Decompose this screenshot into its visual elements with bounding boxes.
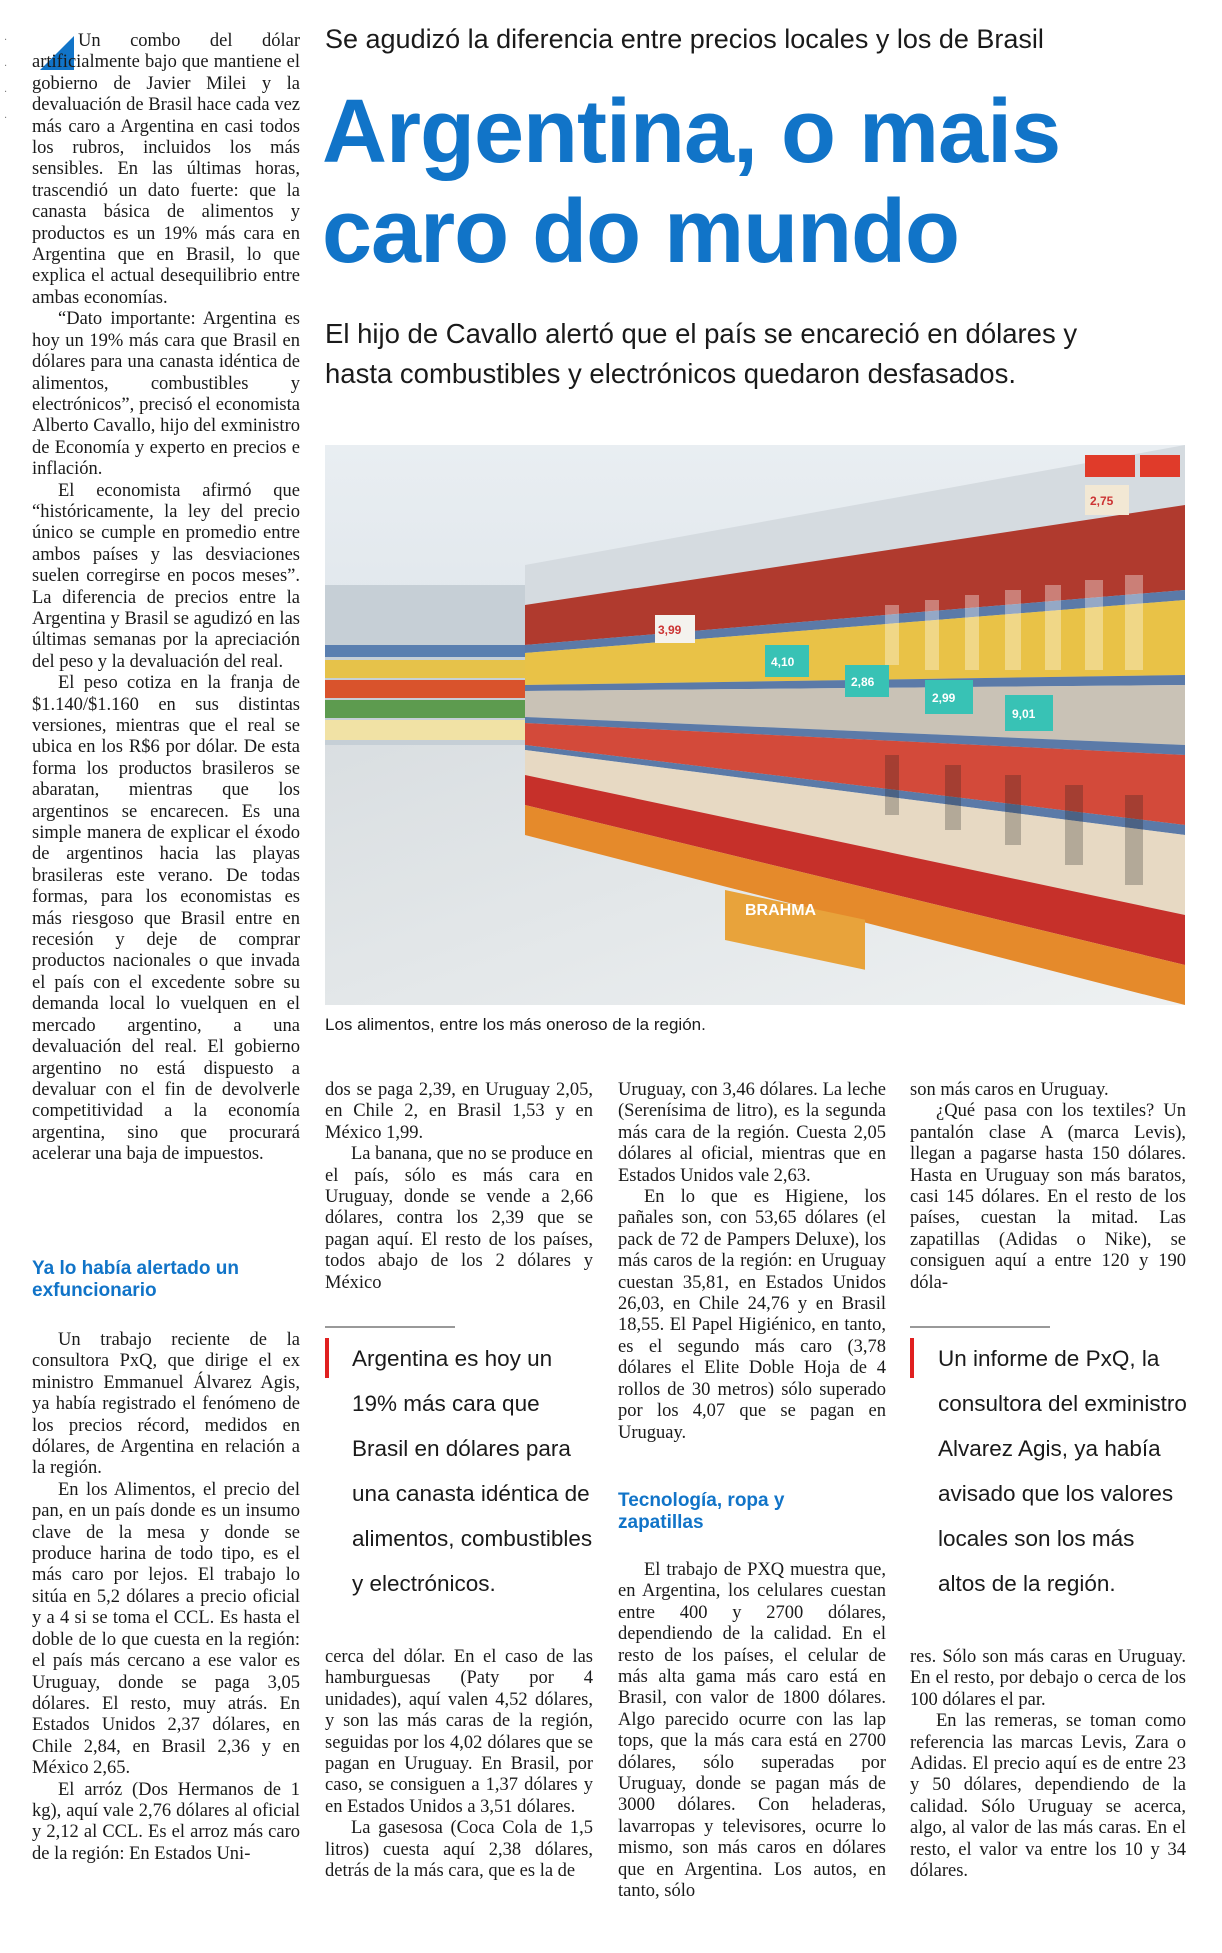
column-3-top: [618, 1080, 886, 1444]
pullquote-rule: [325, 1326, 455, 1328]
col1-paragraph: En los Alimentos, el precio del pan, en un país donde es un insumo clave de la mesa y donde se produce harina de todo tipo, es el más caro por lejos. El trabajo lo sitúa en 5,2 dólares a precio oficial y a 4 si se toma el CCL. Es hasta el doble de lo que cuesta en la región: el país más cercano a ese valor es Uruguay, donde se paga 3,05 dólares. El resto, muy atrás. En Estados Unidos 2,37 dólares, en Chile 2,84, en Brasil 2,36 y en México 2,65.: [32, 1479, 300, 1779]
price-tag-5: 2,75: [1090, 494, 1114, 508]
headline: Argentina, o mais caro do mundo: [322, 82, 1061, 282]
col3-paragraph: El trabajo de PXQ muestra que, en Argentina, los celulares cuestan entre 400 y 2700 dólares, dependiendo de la calidad. En el resto de los países, el celular de más alta gama más caro está en Brasil, con valor de 1800 dólares. Algo parecido ocurre con las lap tops, que la más cara está en 2700 dólares, sólo superadas por Uruguay, donde se pagan más de 3000 dólares. Con heladeras, lavarropas y televisores, ocurre lo mismo, son más caros en dólares que en Argentina. Los autos, en tanto, sólo: [618, 1560, 886, 1902]
col3-paragraph: Uruguay, con 3,46 dólares. La leche (Serenísima de litro), es la segunda más cara de la región. Cuesta 2,05 dólares al oficial, mientras que en Estados Unidos vale 2,63.: [618, 1080, 886, 1186]
col1-paragraph: “Dato importante: Argentina es hoy un 19% más cara que Brasil en dólares para una canasta idéntica de alimentos, combustibles y electrónicos”, precisó el economista Alberto Cavallo, hijo del exministro de Economía y experto en precios e inflación.: [32, 309, 300, 480]
col2-paragraph: cerca del dólar. En el caso de las hamburguesas (Paty por 4 unidades), aquí valen 4,52 dólares, y son las más caras de la región, seguidas por los 4,02 dólares que se pagan en Uruguay. En Brasil, por caso, se consiguen a 1,37 dólares y en Estados Unidos a 3,51 dólares.: [325, 1647, 593, 1817]
column-2-top: [325, 1080, 593, 1294]
supermarket-photo: [325, 445, 1185, 1005]
col1-paragraph: El peso cotiza en la franja de $1.140/$1.160 en sus distintas versiones, mientras que el real se ubica en los R$6 por dólar. De esta forma los productos brasileros se abaratan, mientras que los argentinos se encarecen. Es una simple manera de explicar el éxodo de argentinos hacia las playas brasileras este verano. De todas formas, para los economistas es más riesgoso que Brasil entre en recesión y deje de comprar productos nacionales o que invada el país con el excedente sobre su demanda local lo vuelquen en el mercado argentino, a una devaluación del real. El gobierno argentino no está dispuesto a devaluar con el fin de devolverle competitividad a la economía argentina, sino que procurará acelerar una baja de impuestos.: [32, 673, 300, 1165]
col1-paragraph: El arróz (Dos Hermanos de 1 kg), aquí vale 2,76 dólares al oficial y 2,12 al CCL. Es el arroz más caro de la región: En Estados Uni-: [32, 1779, 300, 1864]
col4-paragraph: ¿Qué pasa con los textiles? Un pantalón clase A (marca Levis), llegan a pagarse hasta 150 dólares. Hasta en Uruguay son más baratos, casi 145 dólares. En el resto de los países, cuestan la mitad. Las zapatillas (Adidas o Nike), se consiguen aquí a entre 120 y 190 dóla-: [910, 1101, 1186, 1293]
col1-paragraph: Un trabajo reciente de la consultora PxQ, que dirige el ex ministro Emmanuel Álvarez Agis, ya había registrado el fenómeno de los precios récord, medidos en dólares, de Argentina en relación a la región.: [32, 1330, 300, 1479]
col3-paragraph: En lo que es Higiene, los pañales son, con 53,65 dólares (el pack de 72 de Pampers Deluxe), los más caros de la región: en Uruguay cuestan 35,81, en Estados Unidos 26,03, en Chile 24,76 y en Brasil 18,55. El Papel Higiénico, en tanto, es el segundo más caro (3,78 dólares el Elite Doble Hoja de 4 rollos de 30 metros) sólo superado por los 4,07 que se pagan en Uruguay.: [618, 1187, 886, 1443]
column-2-bottom: [325, 1647, 593, 1882]
pullquote-1: Argentina es hoy un 19% más cara que Brasil en dólares para una canasta idéntica de alimentos, combustibles y electrónicos.: [352, 1346, 593, 1596]
pullquote-bar: [325, 1338, 329, 1378]
column-4-bottom: [910, 1647, 1186, 1882]
col4-paragraph: son más caros en Uruguay.: [910, 1080, 1109, 1100]
col4-paragraph: res. Sólo son más caras en Uruguay. En el resto, por debajo o cerca de los 100 dólares el par.: [910, 1647, 1186, 1710]
column-1: [32, 31, 300, 1166]
pullquote-rule: [910, 1326, 1050, 1328]
col4-paragraph: En las remeras, se toman como referencia las marcas Levis, Zara o Adidas. El precio aquí es de entre 23 y 50 dólares, dependiendo de la calidad. Sólo Uruguay se acerca, algo, al valor de las más caras. En el resto, el valor va entre los 10 y 34 dólares.: [910, 1711, 1186, 1882]
subhead-exfuncionario: Ya lo había alertado un exfuncionario: [32, 1258, 239, 1301]
pullquote-bar: [910, 1338, 914, 1378]
price-tag-1: 4,10: [771, 655, 795, 669]
deck: El hijo de Cavallo alertó que el país se encareció en dólares y hasta combustibles y electrónicos quedaron desfasados.: [325, 318, 1078, 389]
margin-marks: · · · ·: [4, 35, 8, 124]
price-tag-3: 2,99: [932, 691, 956, 705]
price-tag-4: 9,01: [1012, 707, 1036, 721]
column-1-bottom: [32, 1330, 300, 1865]
col1-paragraph: El economista afirmó que “históricamente, la ley del precio único se cumple en promedio entre ambos países y las desviaciones suelen corregirse en pocos meses”. La diferencia de precios entre la Argentina y Brasil se agudizó en las últimas semanas por la apreciación del peso y la devaluación del real.: [32, 480, 300, 672]
column-3-bottom: [618, 1560, 886, 1903]
col2-paragraph: La gasesosa (Coca Cola de 1,5 litros) cuesta aquí 2,38 dólares, detrás de la más cara, que es la de: [325, 1818, 593, 1882]
kicker: Se agudizó la diferencia entre precios locales y los de Brasil: [325, 24, 1044, 54]
col2-paragraph: dos se paga 2,39, en Uruguay 2,05, en Chile 2, en Brasil 1,53 y en México 1,99.: [325, 1080, 593, 1143]
photo-caption: Los alimentos, entre los más oneroso de la región.: [325, 1015, 706, 1034]
pullquote-2: Un informe de PxQ, la consultora del exministro Alvarez Agis, ya había avisado que los valores locales son los más altos de la región.: [938, 1346, 1187, 1596]
price-tag-6: 3,99: [658, 623, 682, 637]
beer-box-label: BRAHMA: [745, 902, 817, 919]
col1-paragraph: Un combo del dólar artificialmente bajo que mantiene el gobierno de Javier Milei y la devaluación de Brasil hace cada vez más caro a Argentina en casi todos los rubros, incluidos los más sensibles. En las últimas horas, trascendió un dato fuerte: que la canasta básica de alimentos y productos es un 19% más cara en Argentina que en Brasil, lo que explica el actual desequilibrio entre ambas economías.: [32, 31, 300, 308]
price-tag-2: 2,86: [851, 675, 875, 689]
column-4-top: [910, 1080, 1186, 1294]
col2-paragraph: La banana, que no se produce en el país, sólo es más cara en Uruguay, donde se vende a 2,66 dólares, contra los 2,39 que se pagan aquí. El resto de los países, todos abajo de los 2 dólares y México: [325, 1144, 593, 1293]
subhead-tecnologia: Tecnología, ropa y zapatillas: [618, 1490, 785, 1533]
